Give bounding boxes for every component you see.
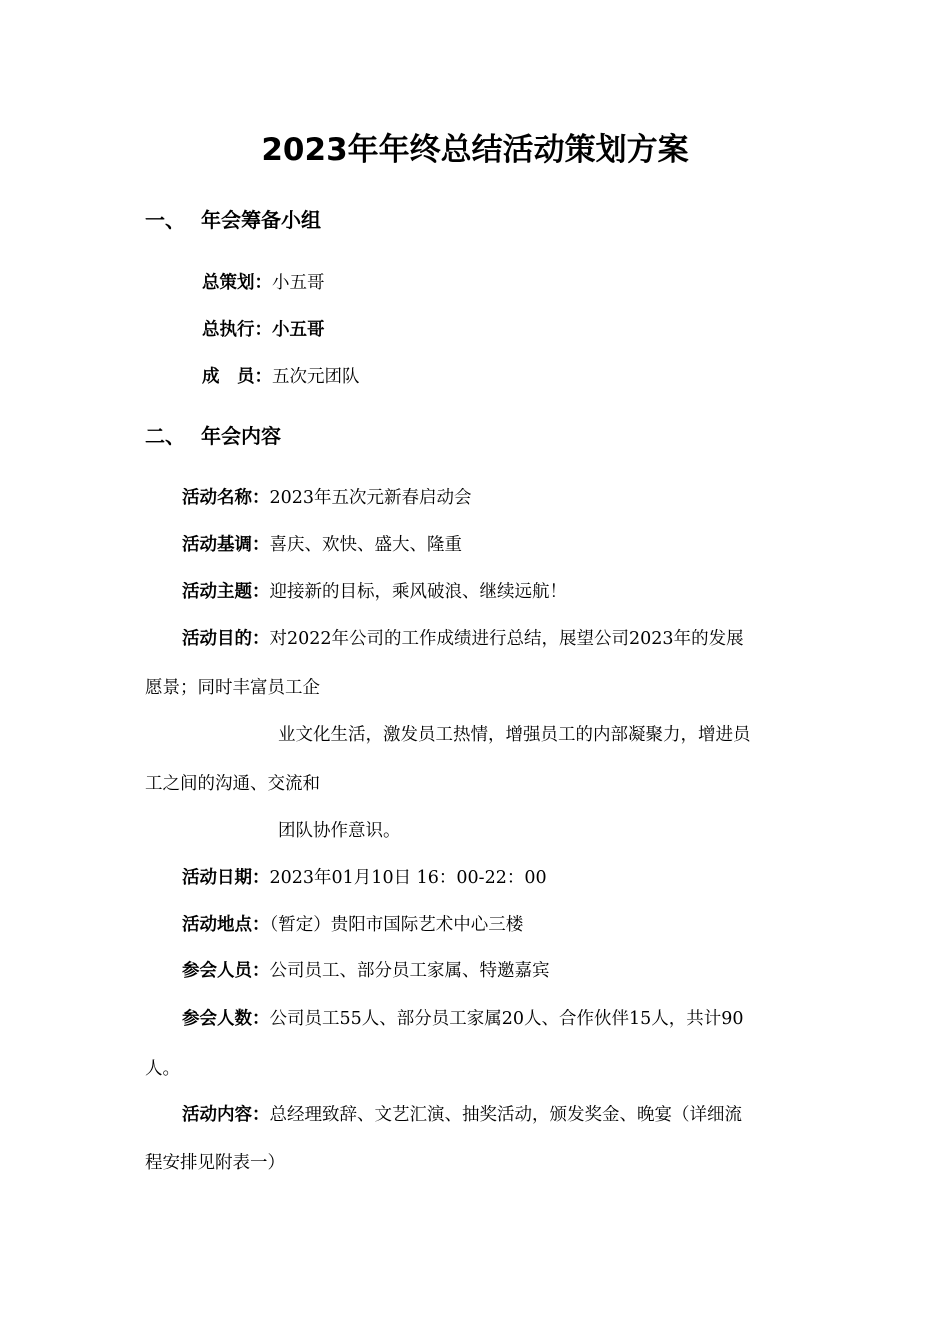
row-value: 小五哥	[272, 273, 325, 293]
row-label: 总策划：	[202, 273, 272, 293]
field-value: 2023年01月10日 16：00-22：00	[269, 868, 547, 888]
row-label: 总执行：	[202, 320, 272, 340]
activity-purpose-line2: 愿景；同时丰富员工企	[145, 678, 320, 698]
section2-title: 年会内容	[201, 424, 281, 448]
field-label: 活动目的：	[182, 629, 270, 649]
section1-number: 一、	[145, 208, 185, 232]
row-chief-planner	[202, 270, 325, 296]
row-chief-executor	[202, 317, 325, 343]
row-value: 五次元团队	[272, 367, 360, 387]
field-label: 活动内容：	[182, 1105, 270, 1125]
field-value: （暂定）贵阳市国际艺术中心三楼	[269, 915, 524, 935]
field-value: 公司员工、部分员工家属、特邀嘉宾	[269, 961, 550, 981]
field-label: 活动基调：	[182, 535, 270, 555]
activity-tone	[182, 532, 462, 558]
section1-heading	[145, 206, 321, 234]
field-value: 总经理致辞、文艺汇演、抽奖活动，颁发奖金、晚宴（详细流	[269, 1105, 742, 1125]
activity-purpose-line4: 工之间的沟通、交流和	[145, 774, 320, 794]
attendees	[182, 958, 550, 984]
activity-purpose-line3: 业文化生活，激发员工热情，增强员工的内部凝聚力，增进员	[278, 725, 751, 745]
field-value: 喜庆、欢快、盛大、隆重	[269, 535, 462, 555]
field-label: 活动名称：	[182, 488, 270, 508]
activity-purpose-line1	[182, 626, 744, 652]
section1-title: 年会筹备小组	[201, 208, 321, 232]
activity-purpose-line5: 团队协作意识。	[278, 821, 401, 841]
field-label: 活动日期：	[182, 868, 270, 888]
row-label: 成 员：	[202, 367, 272, 387]
field-label: 参会人数：	[182, 1009, 270, 1029]
activity-date	[182, 865, 547, 891]
activity-name	[182, 485, 472, 511]
field-value: 对2022年公司的工作成绩进行总结，展望公司2023年的发展	[269, 629, 744, 649]
activity-content-line2: 程安排见附表一）	[145, 1153, 285, 1173]
document-title: 2023年年终总结活动策划方案	[261, 132, 689, 168]
row-members	[202, 364, 360, 390]
row-value: 小五哥	[272, 320, 325, 340]
activity-content-line1	[182, 1102, 742, 1128]
section2-number: 二、	[145, 424, 185, 448]
field-label: 活动主题：	[182, 582, 270, 602]
activity-venue	[182, 912, 523, 938]
activity-theme	[182, 579, 567, 605]
attendee-count-line1	[182, 1006, 744, 1032]
field-label: 参会人员：	[182, 961, 270, 981]
field-value: 2023年五次元新春启动会	[269, 488, 472, 508]
field-value: 公司员工55人、部分员工家属20人、合作伙伴15人，共计90	[269, 1009, 744, 1029]
attendee-count-line2: 人。	[145, 1059, 180, 1079]
field-value: 迎接新的目标，乘风破浪、继续远航！	[269, 582, 567, 602]
section2-heading	[145, 422, 281, 450]
field-label: 活动地点：	[182, 915, 270, 935]
